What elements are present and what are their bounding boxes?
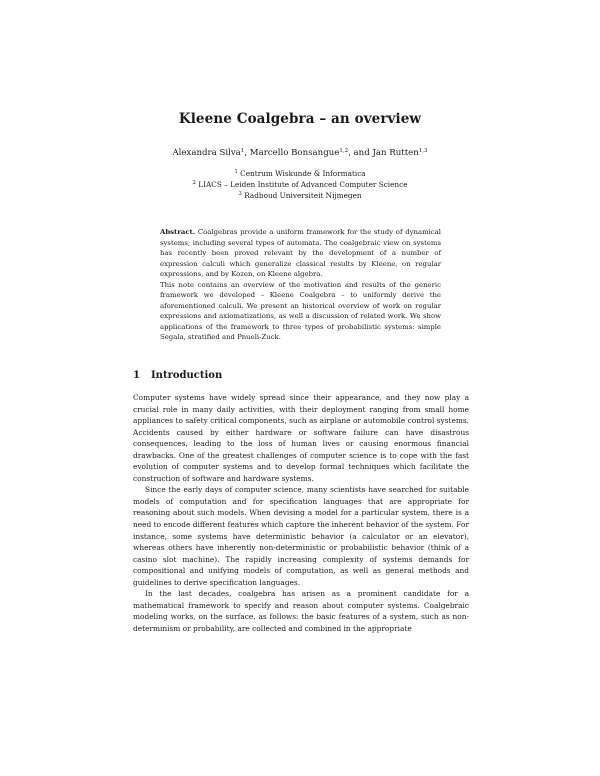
affiliation-line: [0, 168, 600, 179]
author-affiliation-mark: 1: [240, 148, 245, 154]
author-name: Alexandra Silva: [172, 148, 241, 158]
section-body: [133, 392, 469, 634]
author-separator: , and: [348, 148, 373, 158]
abstract-paragraph: [160, 227, 441, 280]
author-affiliation-mark: 1,2: [339, 148, 349, 154]
abstract-label: Abstract.: [160, 228, 196, 236]
author-name: Marcello Bonsangue: [249, 148, 340, 158]
author-name: Jan Rutten: [372, 148, 419, 158]
body-paragraph: Computer systems have widely spread since their appearance, and they now play a crucial role in many daily activities, with their deployment ranging from small home appliances to safety critical components, such as airplane or automobile control systems. Accidents caused by either hardware or software failure can have disastrous consequences, leading to the loss of human lives or causing enormous financial drawbacks. One of the greatest challenges of computer science is to cope with the fast evolution of computer systems and to develop formal techniques which facilitate the construction of software and hardware systems.: [133, 393, 469, 483]
paper-title: Kleene Coalgebra – an overview: [178, 111, 422, 127]
body-paragraph: Since the early days of computer science, many scientists have searched for suitable models of computation and for specification languages that are appropriate for reasoning about such models. When devising a model for a particular system, there is a need to encode different features which capture the inherent behavior of the system. For instance, some systems have deterministic behavior (a calculator or an elevator), whereas others have inherently non-deterministic or probabilistic behavior (think of a casino slot machine). The rapidly increasing complexity of systems demands for compositional and unifying models of computation, as well as general methods and guidelines to derive specification languages.: [133, 485, 469, 587]
abstract-paragraph: This note contains an overview of the motivation and results of the generic framework we developed – Kleene Coalgebra – to uniformly derive the aforementioned calculi. We present an historical overview of work on regular expressions and axiomatizations, as well a discussion of related work. We show applications of the framework to three types of probabilistic systems: simple Segala, stratified and Pnueli-Zuck.: [160, 280, 441, 342]
affiliation-name: Centrum Wiskunde & Informatica: [240, 169, 366, 178]
affiliation-mark: 3: [238, 191, 242, 197]
author-affiliation-mark: 1,3: [418, 148, 428, 154]
affiliation-name: Radboud Universiteit Nijmegen: [244, 191, 362, 200]
affiliation-mark: 1: [234, 169, 238, 175]
affiliation-name: LIACS – Leiden Institute of Advanced Computer Science: [198, 180, 408, 189]
section-number: 1: [133, 370, 140, 381]
abstract-text: Coalgebras provide a uniform framework for the study of dynamical systems, including several types of automata. The coalgebraic view on systems has recently been proved relevant by the development of a number of expression calculi which generalize classical results by Kleene, on regular expressions, and by Kozen, on Kleene algebra.: [160, 228, 441, 279]
affiliation-mark: 2: [192, 180, 196, 186]
section-title: Introduction: [151, 370, 223, 381]
affiliation-list: [0, 168, 600, 201]
affiliation-line: [0, 190, 600, 201]
section-heading: [133, 370, 473, 381]
affiliation-line: [0, 179, 600, 190]
author-separator: ,: [244, 148, 250, 158]
body-paragraph: In the last decades, coalgebra has arisen as a prominent candidate for a mathematical framework to specify and reason about computer systems. Coalgebraic modeling works, on the surface, as follows: the basic features of a system, such as non-determinism or probability, are collected and combined in the appropriate: [133, 589, 469, 633]
author-list: [0, 148, 600, 158]
abstract: [160, 227, 441, 343]
